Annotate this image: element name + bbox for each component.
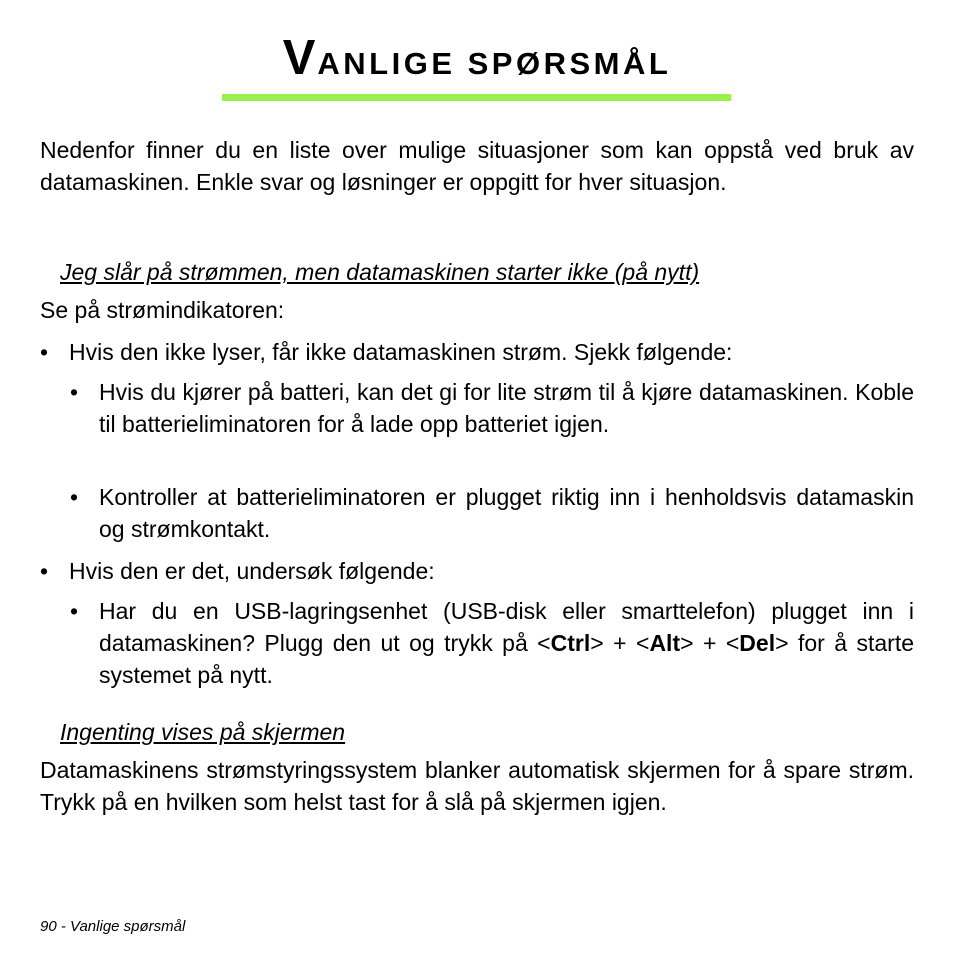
screen-paragraph: Datamaskinens strømstyringssystem blanker automatisk skjermen for å spare strøm. Trykk på en hvilken som helst tast for å slå på skjermen igjen. bbox=[40, 757, 914, 815]
list-item bbox=[70, 595, 915, 691]
bullet-icon: • bbox=[70, 379, 79, 405]
list-item-text: Hvis den ikke lyser, får ikke datamaskinen strøm. Sjekk følgende: bbox=[69, 339, 733, 365]
key-del: Del bbox=[739, 630, 776, 656]
list-item-text: Kontroller at batterieliminatoren er plugget riktig inn i henholdsvis datamaskin og strømkontakt. bbox=[99, 484, 914, 542]
intro-paragraph: Nedenfor finner du en liste over mulige situasjoner som kan oppstå ved bruk av datamaskinen. Enkle svar og løsninger er oppgitt for hver situasjon. bbox=[40, 137, 914, 195]
page-title bbox=[0, 30, 954, 92]
page-footer: 90 - Vanlige spørsmål bbox=[40, 918, 186, 935]
section-heading-power[interactable]: Jeg slår på strømmen, men datamaskinen starter ikke (på nytt) bbox=[60, 259, 700, 285]
list-item bbox=[70, 376, 914, 440]
list-item bbox=[40, 555, 914, 587]
list-item-text: Hvis den er det, undersøk følgende: bbox=[69, 558, 435, 584]
title-initial: V bbox=[282, 31, 318, 85]
bullet-icon: • bbox=[40, 339, 49, 365]
power-lead: Se på strømindikatoren: bbox=[40, 297, 285, 323]
key-alt: Alt bbox=[649, 630, 681, 656]
title-underline bbox=[222, 94, 731, 101]
list-item-text: Hvis du kjører på batteri, kan det gi for lite strøm til å kjøre datamaskinen. Koble til batterieliminatoren for å lade opp batteriet igjen. bbox=[99, 379, 914, 437]
list-item-text: Har du en USB-lagringsenhet (USB-disk eller smarttelefon) plugget inn i datamaskinen? Plugg den ut og trykk på <Ctrl> + <Alt> + <Del> for å starte systemet på nytt. bbox=[99, 598, 915, 688]
bullet-icon: • bbox=[70, 598, 79, 624]
bullet-icon: • bbox=[70, 484, 79, 510]
section-heading-screen[interactable]: Ingenting vises på skjermen bbox=[60, 719, 346, 745]
key-ctrl: Ctrl bbox=[550, 630, 591, 656]
list-item bbox=[70, 481, 914, 545]
title-rest: ANLIGE SPØRSMÅL bbox=[317, 46, 672, 81]
bullet-icon: • bbox=[40, 558, 49, 584]
list-item bbox=[40, 336, 914, 368]
